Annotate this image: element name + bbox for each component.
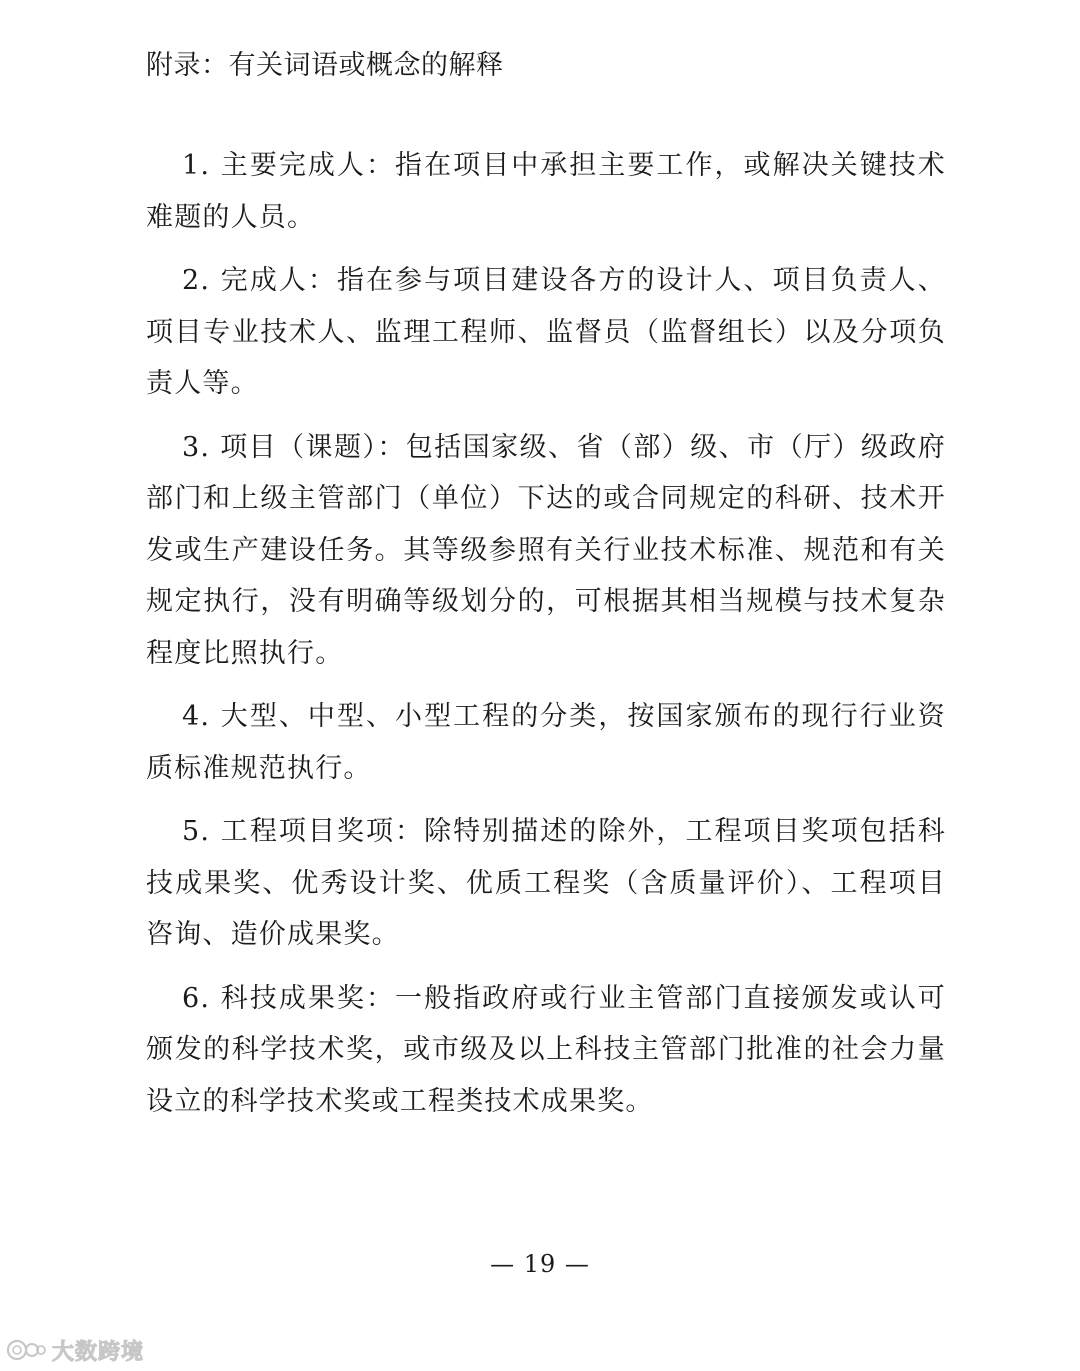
glossary-entry-5 [146,806,946,961]
glossary-list [146,140,946,1139]
entry-text: 工程项目奖项：除特别描述的除外，工程项目奖项包括科技成果奖、优秀设计奖、优质工程奖（含质量评价）、工程项目咨询、造价成果奖。 [146,816,946,950]
entry-text: 大型、中型、小型工程的分类，按国家颁布的现行行业资质标准规范执行。 [146,701,946,784]
entry-number: 1. [182,150,211,181]
entry-text: 主要完成人：指在项目中承担主要工作，或解决关键技术难题的人员。 [146,150,946,233]
entry-number: 6. [182,982,211,1014]
entry-number: 3. [182,431,211,463]
glossary-entry-4 [146,691,946,794]
glossary-entry-2 [146,255,946,410]
glossary-entry-1 [146,140,946,243]
entry-number: 4. [182,701,211,732]
entry-number: 5. [182,816,211,847]
entry-text: 完成人：指在参与项目建设各方的设计人、项目负责人、项目专业技术人、监理工程师、监督员（监督组长）以及分项负责人等。 [146,265,946,399]
glossary-entry-3 [146,422,946,680]
entry-text: 科技成果奖：一般指政府或行业主管部门直接颁发或认可颁发的科学技术奖，或市级及以上科技主管部门批准的社会力量设立的科学技术奖或工程类技术成果奖。 [146,982,946,1117]
glossary-entry-6 [146,973,946,1128]
entry-number: 2. [182,265,211,296]
watermark-text: 大数跨境 [52,1339,145,1365]
entry-text: 项目（课题）：包括国家级、省（部）级、市（厅）级政府部门和上级主管部门（单位）下达的或合同规定的科研、技术开发或生产建设任务。其等级参照有关行业技术标准、规范和有关规定执行，没有明确等级划分的，可根据其相当规模与技术复杂程度比照执行。 [146,431,946,669]
page-number: — 19 — [490,1250,590,1278]
document-title: 附录：有关词语或概念的解释 [146,50,504,81]
watermark-logo-icon [6,1335,46,1365]
watermark [6,1333,144,1367]
